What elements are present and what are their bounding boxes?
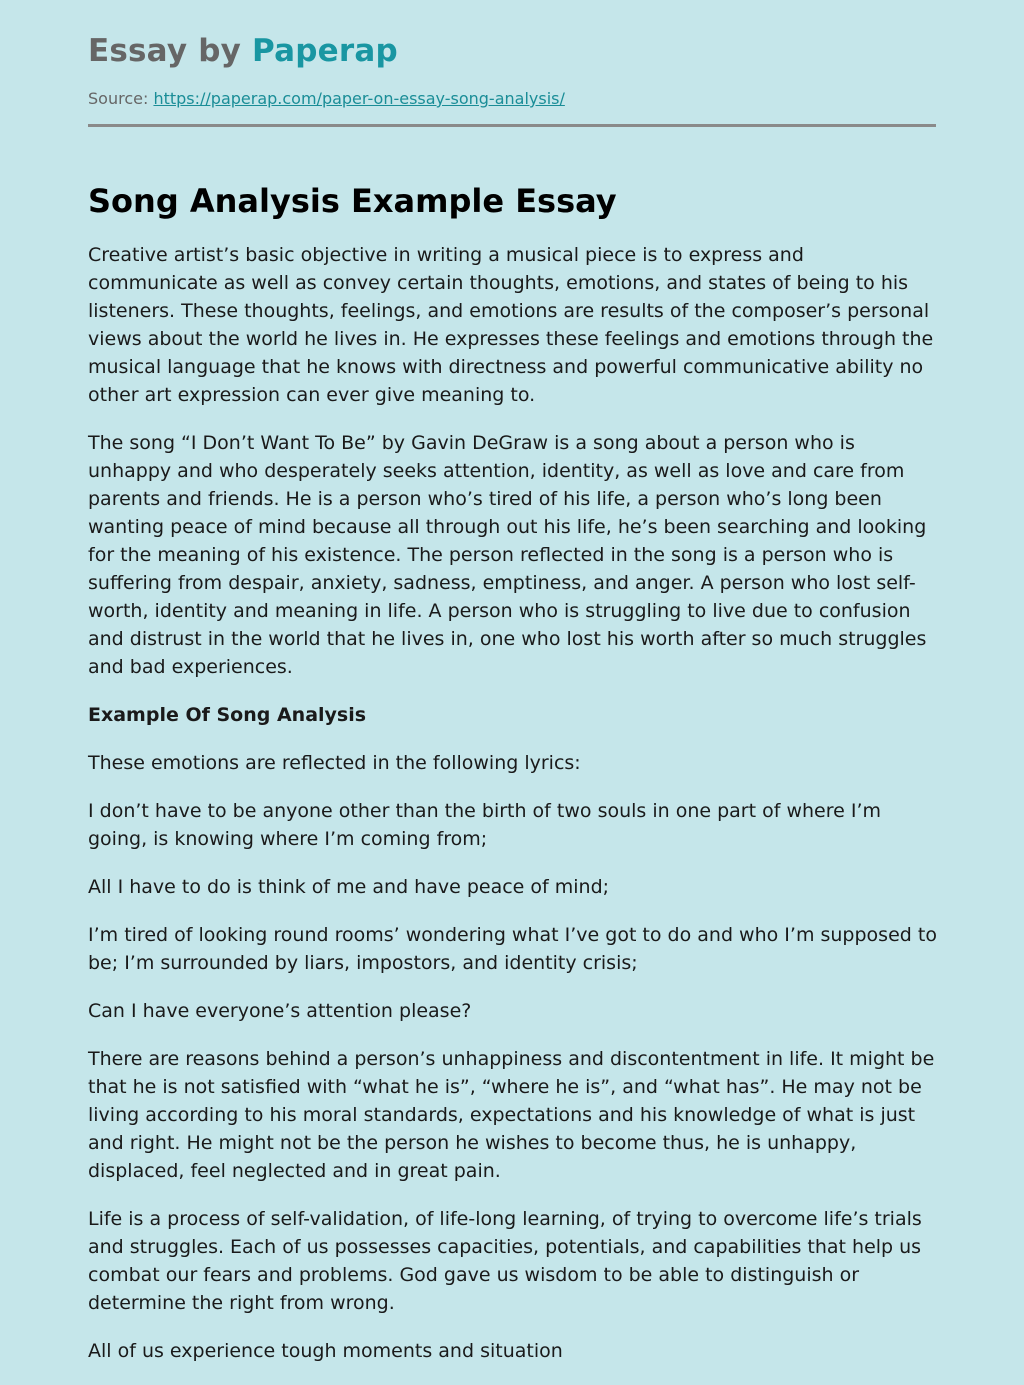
section-subheading: Example Of Song Analysis xyxy=(88,704,367,726)
header-divider xyxy=(88,124,936,127)
lyric-line: I’m tired of looking round rooms’ wondering what I’ve got to do and who I’m supposed to be; I’m surrounded by liars, impostors, and identity crisis; xyxy=(88,924,937,974)
source-line xyxy=(88,88,565,110)
source-link[interactable]: https://paperap.com/paper-on-essay-song-analysis/ xyxy=(153,89,565,108)
essay-body xyxy=(88,241,938,1385)
paragraph-song-description: The song “I Don’t Want To Be” by Gavin DeGraw is a song about a person who is unhappy and who desperately seeks attention, identity, as well as love and care from parents and friends. He is a person who’s tired of his life, a person who’s long been wanting peace of mind because all through out his life, he’s been searching and looking for the meaning of his existence. The person reflected in the song is a person who is suffering from despair, anxiety, sadness, emptiness, and anger. A person who lost self-worth, identity and meaning in life. A person who is struggling to live due to confusion and distrust in the world that he lives in, one who lost his worth after so much struggles and bad experiences. xyxy=(88,432,927,678)
paragraph-intro: Creative artist’s basic objective in writing a musical piece is to express and communicate as well as convey certain thoughts, emotions, and states of being to his listeners. These thoughts, feelings, and emotions are results of the composer’s personal views about the world he lives in. He expresses these feelings and emotions through the musical language that he knows with directness and powerful communicative ability no other art expression can ever give meaning to. xyxy=(88,244,934,406)
brand-prefix: Essay by xyxy=(88,33,242,69)
site-brand[interactable] xyxy=(88,31,398,71)
lyric-line: All I have to do is think of me and have peace of mind; xyxy=(88,876,610,898)
paragraph-tough-moments: All of us experience tough moments and situation xyxy=(88,1340,563,1362)
paragraph-reasons: There are reasons behind a person’s unhappiness and discontentment in life. It might be that he is not satisfied with “what he is”, “where he is”, and “what has”. He may not be living according to his moral standards, expectations and his knowledge of what is just and right. He might not be the person he wishes to become thus, he is unhappy, displaced, feel neglected and in great pain. xyxy=(88,1048,935,1182)
paragraph-life-process: Life is a process of self-validation, of life-long learning, of trying to overcome life’s trials and struggles. Each of us possesses capacities, potentials, and capabilities that help us combat our fears and problems. God gave us wisdom to be able to distinguish or determine the right from wrong. xyxy=(88,1208,922,1314)
lyric-line: I don’t have to be anyone other than the birth of two souls in one part of where I’m going, is knowing where I’m coming from; xyxy=(88,800,882,850)
lyric-line: Can I have everyone’s attention please? xyxy=(88,1000,472,1022)
brand-name: Paperap xyxy=(252,33,398,69)
paragraph-lyrics-intro: These emotions are reflected in the following lyrics: xyxy=(88,752,581,774)
essay-title: Song Analysis Example Essay xyxy=(88,182,617,220)
source-label: Source: xyxy=(88,89,149,108)
